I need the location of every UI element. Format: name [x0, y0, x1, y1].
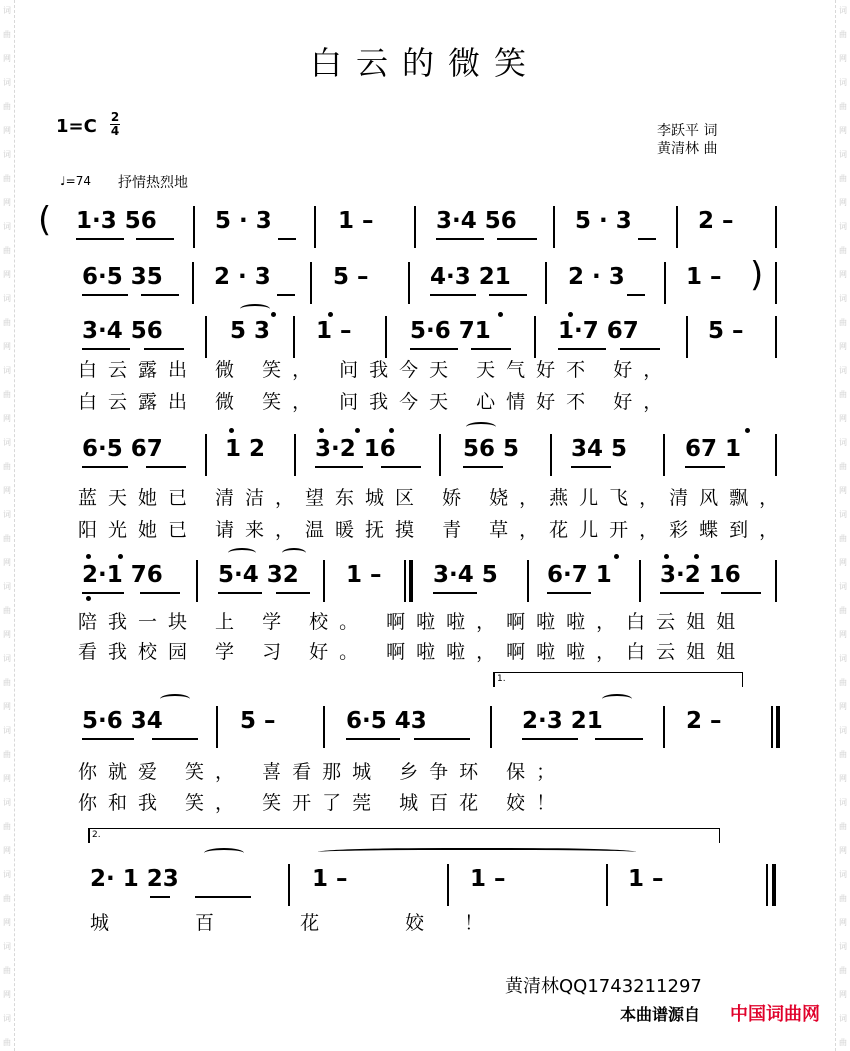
measure: 2· 1 23: [90, 866, 179, 892]
measure: 5 –: [240, 708, 276, 734]
measure: 2 · 3: [568, 264, 625, 290]
watermark-glyph: 网: [3, 126, 11, 135]
watermark-glyph: 词: [839, 366, 847, 375]
measure: 5 · 3: [575, 208, 632, 234]
watermark-glyph: 曲: [3, 534, 11, 543]
watermark-glyph: 网: [3, 774, 11, 783]
lyric-line: 白云露出 微 笑， 问我今天 天气好不 好，: [78, 359, 674, 381]
watermark-glyph: 曲: [839, 606, 847, 615]
watermark-glyph: 词: [839, 582, 847, 591]
watermark-glyph: 词: [3, 870, 11, 879]
watermark-glyph: 曲: [3, 318, 11, 327]
intro-open-paren: (: [38, 200, 52, 240]
meter-bottom: 4: [110, 124, 120, 138]
volta-first-ending: [493, 672, 743, 687]
watermark-glyph: 网: [839, 774, 847, 783]
watermark-glyph: 网: [839, 54, 847, 63]
score-row-6: [0, 696, 850, 756]
watermark-glyph: 网: [839, 630, 847, 639]
watermark-glyph: 词: [839, 6, 847, 15]
watermark-glyph: 词: [3, 366, 11, 375]
lyric-line: 陪我一块 上 学 校。 啊啦啦，啊啦啦，白云姐姐: [78, 611, 747, 633]
lyric-line: 你和我 笑， 笑开了莞 城百花 姣！: [78, 792, 567, 814]
measure: 6·7 1: [547, 562, 612, 588]
watermark-glyph: 网: [3, 630, 11, 639]
watermark-glyph: 曲: [3, 30, 11, 39]
watermark-glyph: 网: [839, 918, 847, 927]
measure: 2·3 21: [522, 708, 603, 734]
watermark-glyph: 词: [839, 510, 847, 519]
measure: 1 –: [338, 208, 374, 234]
watermark-glyph: 曲: [3, 390, 11, 399]
watermark-glyph: 网: [3, 198, 11, 207]
watermark-glyph: 曲: [3, 102, 11, 111]
volta-first-label: 1.: [497, 674, 506, 684]
watermark-glyph: 曲: [839, 318, 847, 327]
watermark-glyph: 网: [839, 198, 847, 207]
watermark-glyph: 曲: [3, 174, 11, 183]
measure: 1 –: [686, 264, 722, 290]
composer-credit: 黄清林 曲: [657, 141, 718, 157]
lyric-line: 阳光她已 请来，温暖抚摸 青 草，花儿开，彩蝶到，: [78, 519, 790, 541]
volta-second-label: 2.: [92, 830, 101, 840]
measure: 1 –: [346, 562, 382, 588]
lyric-line: 白云露出 微 笑， 问我今天 心情好不 好，: [78, 391, 674, 413]
watermark-glyph: 曲: [839, 102, 847, 111]
measure: 2 –: [698, 208, 734, 234]
measure: 6·5 67: [82, 436, 163, 462]
watermark-glyph: 词: [839, 654, 847, 663]
watermark-glyph: 曲: [839, 822, 847, 831]
watermark-glyph: 词: [3, 6, 11, 15]
watermark-glyph: 词: [3, 942, 11, 951]
song-title: 白云的微笑: [309, 44, 540, 82]
watermark-glyph: 词: [3, 78, 11, 87]
measure: 5 –: [333, 264, 369, 290]
lyric-line: 你就爱 笑， 喜看那城 乡争环 保；: [78, 761, 567, 783]
measure: 1 –: [628, 866, 664, 892]
watermark-glyph: 曲: [839, 246, 847, 255]
watermark-glyph: 网: [839, 846, 847, 855]
watermark-glyph: 词: [3, 510, 11, 519]
measure: 6·5 43: [346, 708, 427, 734]
measure: 5 3: [230, 318, 271, 344]
watermark-glyph: 曲: [3, 750, 11, 759]
watermark-glyph: 曲: [3, 822, 11, 831]
watermark-glyph: 曲: [839, 30, 847, 39]
expression-mark: 抒情热烈地: [118, 175, 188, 191]
watermark-glyph: 网: [839, 342, 847, 351]
watermark-glyph: 网: [3, 558, 11, 567]
watermark-glyph: 网: [3, 846, 11, 855]
watermark-glyph: 网: [3, 486, 11, 495]
measure: 1 2: [225, 436, 266, 462]
score-row-1: [0, 196, 850, 256]
watermark-glyph: 曲: [3, 606, 11, 615]
volta-second-ending: [88, 828, 720, 843]
measure: 1 –: [316, 318, 352, 344]
watermark-glyph: 曲: [3, 966, 11, 975]
watermark-glyph: 曲: [839, 462, 847, 471]
measure: 1·7 67: [558, 318, 639, 344]
watermark-glyph: 词: [3, 222, 11, 231]
arranger-credit: 黄清林QQ1743211297: [505, 976, 702, 997]
measure: 3·4 56: [82, 318, 163, 344]
watermark-glyph: 词: [3, 726, 11, 735]
score-row-5: [0, 550, 850, 610]
watermark-glyph: 词: [839, 78, 847, 87]
measure: 1·3 56: [76, 208, 157, 234]
measure: 6·5 35: [82, 264, 163, 290]
measure: 2·1 76: [82, 562, 163, 588]
source-site-link[interactable]: 中国词曲网: [730, 1004, 820, 1025]
watermark-glyph: 网: [3, 918, 11, 927]
watermark-glyph: 词: [839, 1014, 847, 1023]
watermark-glyph: 词: [3, 1014, 11, 1023]
watermark-glyph: 曲: [3, 678, 11, 687]
measure: 1 –: [312, 866, 348, 892]
watermark-glyph: 词: [839, 294, 847, 303]
watermark-glyph: 网: [3, 270, 11, 279]
watermark-glyph: 曲: [839, 678, 847, 687]
watermark-glyph: 曲: [3, 246, 11, 255]
key-signature: 1=C: [56, 116, 97, 137]
watermark-glyph: 曲: [839, 894, 847, 903]
watermark-glyph: 曲: [3, 894, 11, 903]
measure: 5 –: [708, 318, 744, 344]
measure: 3·2 16: [315, 436, 396, 462]
watermark-glyph: 曲: [3, 462, 11, 471]
measure: 5·6 71: [410, 318, 491, 344]
measure: 5·4 32: [218, 562, 299, 588]
watermark-glyph: 曲: [3, 1038, 11, 1047]
lyric-line: 蓝天她已 清洁，望东城区 娇 娆，燕儿飞，清风飘，: [78, 487, 790, 509]
watermark-glyph: 网: [839, 702, 847, 711]
lyric-line: 城 百 花 姣！: [90, 912, 524, 934]
source-label: 本曲谱源自: [620, 1005, 701, 1024]
watermark-glyph: 网: [839, 126, 847, 135]
time-signature: [110, 112, 120, 137]
watermark-glyph: 曲: [839, 174, 847, 183]
watermark-glyph: 曲: [839, 534, 847, 543]
watermark-glyph: 网: [3, 342, 11, 351]
measure: 2 –: [686, 708, 722, 734]
measure: 5 · 3: [215, 208, 272, 234]
score-row-2: [0, 252, 850, 312]
measure: 34 5: [571, 436, 628, 462]
watermark-glyph: 词: [3, 654, 11, 663]
watermark-glyph: 网: [839, 414, 847, 423]
watermark-glyph: 词: [3, 798, 11, 807]
watermark-glyph: 词: [839, 438, 847, 447]
measure: 3·4 56: [436, 208, 517, 234]
measure: 56 5: [463, 436, 520, 462]
intro-close-paren: ): [750, 255, 764, 295]
measure: 67 1: [685, 436, 742, 462]
watermark-glyph: 网: [839, 486, 847, 495]
watermark-glyph: 词: [839, 222, 847, 231]
score-row-7: [0, 854, 850, 914]
measure: 4·3 21: [430, 264, 511, 290]
tempo-mark: ♩=74: [60, 174, 91, 188]
lyricist-credit: 李跃平 词: [657, 123, 718, 139]
measure: 5·6 34: [82, 708, 163, 734]
measure: 1 –: [470, 866, 506, 892]
watermark-glyph: 词: [839, 798, 847, 807]
watermark-glyph: 网: [3, 54, 11, 63]
watermark-glyph: 词: [839, 150, 847, 159]
lyric-line: 看我校园 学 习 好。 啊啦啦，啊啦啦，白云姐姐: [78, 641, 747, 663]
watermark-glyph: 网: [839, 270, 847, 279]
watermark-glyph: 词: [839, 726, 847, 735]
measure: 3·4 5: [433, 562, 498, 588]
watermark-glyph: 词: [3, 582, 11, 591]
watermark-glyph: 网: [839, 558, 847, 567]
watermark-glyph: 网: [3, 702, 11, 711]
watermark-glyph: 曲: [839, 1038, 847, 1047]
watermark-glyph: 网: [3, 990, 11, 999]
watermark-glyph: 网: [3, 414, 11, 423]
watermark-glyph: 词: [3, 294, 11, 303]
watermark-glyph: 词: [3, 150, 11, 159]
meter-top: 2: [110, 110, 120, 124]
measure: 3·2 16: [660, 562, 741, 588]
watermark-glyph: 曲: [839, 750, 847, 759]
score-row-4: [0, 424, 850, 484]
watermark-glyph: 词: [3, 438, 11, 447]
watermark-glyph: 词: [839, 870, 847, 879]
watermark-glyph: 曲: [839, 966, 847, 975]
watermark-glyph: 曲: [839, 390, 847, 399]
watermark-glyph: 网: [839, 990, 847, 999]
measure: 2 · 3: [214, 264, 271, 290]
watermark-glyph: 词: [839, 942, 847, 951]
